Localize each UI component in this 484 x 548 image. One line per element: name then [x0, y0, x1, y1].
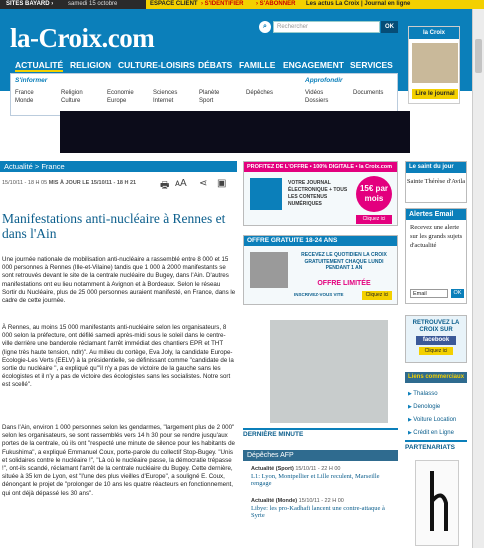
journal-link[interactable]: Les actus La Croix | Journal en ligne — [306, 1, 411, 7]
main-nav — [10, 60, 398, 73]
s-informer-heading: S'informer — [15, 77, 48, 84]
ad2-offer: OFFRE LIMITÉE — [317, 280, 371, 287]
top-ad-banner[interactable] — [60, 111, 410, 153]
article-paragraph-2: À Rennes, au moins 15 000 manifestants anti-nucléaire selon les organisateurs, 8 000 selon la préfecture, ont défilé samedi après-midi sous le soleil dans le centre-ville derrière une banderole réclamant l'arrêt immédiat des chantiers EPR et THT (ligne très haute tension, ndlr)". Au milieu du cortège, Eva Joly, la candidate Europe-Ecologie-Les Verts (EELV) à la présidentielle, se définissant comme "candidate de la sortie du nucléaire ", a expliqué qu'"il n'y a pas de victoire de la gauche sans les écologistes et il n'y a pas de victoire des écologistes sans les socialistes. Notre sort est scellé". — [2, 324, 234, 389]
link-credit-en-ligne[interactable]: ▶ Crédit en Ligne — [408, 430, 454, 436]
subnav-link-depeches[interactable]: Dépêches — [246, 90, 274, 96]
site-logo[interactable]: la-Croix.com — [10, 23, 155, 53]
partners-box — [405, 440, 467, 548]
article-meta — [2, 180, 136, 186]
nav-services[interactable]: SERVICES — [350, 60, 393, 70]
subnav-link-dossiers[interactable]: Dossiers — [305, 98, 329, 104]
search-input[interactable]: Rechercher — [273, 21, 380, 33]
espace-client-link[interactable]: ESPACE CLIENT — [150, 1, 198, 7]
reader-image — [250, 252, 288, 288]
latest-news-label: DERNIÈRE MINUTE — [243, 428, 398, 438]
ad1-button[interactable]: Cliquez ici — [356, 215, 392, 224]
news-time: 15/10/11 - 22 H 00 — [295, 466, 341, 472]
facebook-promo-text: RETROUVEZ LA CROIX SUR — [412, 320, 460, 333]
subnav-link-internet[interactable]: Internet — [153, 98, 174, 104]
article-paragraph-1: Une journée nationale de mobilisation anti-nucléaire a rassemblé entre 8 000 et 15 000 personnes à Rennes (Ille-et-Vilaine) tandis que 1 000 à 2000 manifestants se sont retrouvés devant le site de la centrale nucléaire du Bugey, dans l'Ain. D'autres manifestations ont eu lieu notamment à Avignon et à Bordeaux. Selon le réseau Sortir du Nucléaire, plus de 25 000 personnes auraient manifesté, en France, dans le cadre de cette journée. — [2, 256, 236, 305]
ad1-text: VOTRE JOURNAL ÉLECTRONIQUE + TOUS LES CONTENUS NUMÉRIQUES — [288, 180, 348, 207]
saint-name[interactable]: Sainte Thérèse d'Avila — [406, 178, 466, 185]
subnav-link-monde[interactable]: Monde — [15, 98, 34, 104]
email-ok-button[interactable]: OK — [451, 289, 464, 298]
facebook-button[interactable]: Cliquez ici — [419, 347, 453, 355]
news-time: 15/10/11 - 22 H 00 — [298, 498, 344, 504]
breadcrumb[interactable]: Actualité > France — [0, 161, 237, 172]
current-date: samedi 15 octobre — [68, 1, 118, 7]
ad2-text: RECEVEZ LE QUOTIDIEN LA CROIX GRATUITEMENT CHAQUE LUNDI PENDANT 1 AN — [301, 252, 387, 271]
nav-actualite[interactable]: ACTUALITÉ — [15, 60, 64, 70]
nav-culture-loisirs[interactable]: CULTURE-LOISIRS — [118, 60, 195, 70]
digital-offer-ad[interactable] — [243, 161, 398, 226]
search-button[interactable]: OK — [381, 21, 398, 33]
sites-bayard-link[interactable]: SITES BAYARD › — [6, 1, 54, 7]
ad2-signup: INSCRIVEZ-VOUS VITE — [294, 292, 344, 297]
search-icon: ⌕ — [259, 21, 271, 33]
read-journal-button[interactable]: Lire le journal — [412, 89, 458, 99]
device-image — [250, 178, 282, 210]
email-alert-box — [405, 208, 467, 304]
facebook-logo: facebook — [416, 336, 456, 345]
nav-engagement[interactable]: ENGAGEMENT — [283, 60, 344, 70]
account-bar — [146, 0, 484, 9]
identifier-link[interactable]: › S'IDENTIFIER — [201, 1, 244, 7]
ad1-price-badge: 15€ par mois — [356, 176, 392, 212]
link-thalasso[interactable]: ▶ Thalasso — [408, 391, 438, 397]
newspaper-thumbnail[interactable] — [408, 26, 460, 104]
news-category: Actualité (Sport) — [251, 466, 294, 472]
paper-header: la Croix — [409, 27, 459, 39]
subnav-link-culture[interactable]: Culture — [61, 98, 81, 104]
abonner-link[interactable]: › S'ABONNER — [256, 1, 296, 7]
subnav-link-europe[interactable]: Europe — [107, 98, 127, 104]
commercial-links-header — [405, 372, 467, 383]
commercial-links-title: Liens commerciaux — [408, 374, 465, 380]
nav-famille[interactable]: FAMILLE — [239, 60, 276, 70]
article-date: 15/10/11 - 18 H 05 — [2, 180, 48, 186]
email-input[interactable]: Email — [410, 289, 448, 298]
subnav-link-religion[interactable]: Religion — [61, 90, 83, 96]
subnav-link-planete[interactable]: Planète — [199, 90, 220, 96]
subnav-link-sciences[interactable]: Sciences — [153, 90, 178, 96]
alert-text: Recevez une alerte sur les grands sujets d'actualité — [410, 224, 463, 249]
link-voiture-location[interactable]: ▶ Voiture Location — [408, 417, 456, 423]
paper-cover-image — [412, 43, 458, 83]
partner-logo[interactable] — [415, 460, 459, 546]
text-size-icon[interactable]: ᴀA — [175, 178, 187, 189]
ad2-button[interactable]: Cliquez ici — [362, 291, 392, 300]
youth-offer-ad[interactable] — [243, 235, 398, 305]
facebook-promo-box[interactable] — [405, 315, 467, 363]
afp-dispatches-header[interactable]: Dépêches AFP — [243, 450, 398, 461]
ad2-header: OFFRE GRATUITE 18-24 ANS — [244, 236, 397, 246]
ad1-header: PROFITEZ DE L'OFFRE • 100% DIGITALE • la Croix.com — [244, 162, 397, 172]
print-icon[interactable]: 🖶 — [160, 180, 170, 191]
news-title[interactable]: Libye: les pro-Kadhafi lancent une contre-attaque à Syrte — [251, 505, 385, 519]
subnav-link-economie[interactable]: Economie — [107, 90, 134, 96]
news-item[interactable] — [251, 466, 393, 487]
approfondir-heading: Approfondir — [305, 77, 343, 84]
site-header — [0, 9, 484, 104]
top-bar — [0, 0, 484, 9]
subnav-link-videos[interactable]: Vidéos — [305, 90, 324, 96]
partners-title: PARTENARIATS — [405, 440, 467, 451]
subnav-link-documents[interactable]: Documents — [353, 90, 384, 96]
news-item[interactable] — [251, 498, 393, 519]
media-placeholder — [270, 320, 388, 423]
article-paragraph-3: Dans l'Ain, environ 1 000 personnes selon les gendarmes, "largement plus de 2 000" selon les organisateurs, se sont rassemblés vers 14 h 30 pour se rendre jusqu'aux portes de la centrale, où ils ont "respecté une minute de silence pour les habitants de Fukushima", a expliqué Emmanuel Coux, porte-parole du collectif Stop-Bugey. "Unis et solidaires contre le nucléaire !", "Là où le nucléaire passe, la démocratie trépasse !", ont-ils scandé, réclamant l'arrêt de la centrale nucléaire du Bugey. Cette dernière, située à 35 km de Lyon, est "l'une des plus vieilles d'Europe", a souligné E. Coux, dénonçant le projet de "prolonger de 10 ans les quatre réacteurs en fonctionnement, qui ont déjà dépassé les 30 ans". — [2, 424, 235, 497]
share-icon[interactable]: ⋖ — [199, 178, 208, 189]
saint-of-day-box — [405, 161, 467, 203]
scrollbar[interactable] — [472, 9, 484, 548]
bookmark-icon[interactable]: ▣ — [217, 178, 227, 189]
link-denologie[interactable]: ▶ Denologie — [408, 404, 440, 410]
nav-debats[interactable]: DÉBATS — [198, 60, 233, 70]
news-title[interactable]: L1: Lyon, Montpellier et Lille reculent, Marseille rengage — [251, 473, 380, 487]
subnav-link-france[interactable]: France — [15, 90, 34, 96]
scrollbar-thumb[interactable] — [475, 39, 482, 73]
article-updated: MIS À JOUR LE 15/10/11 - 18 H 21 — [48, 180, 137, 186]
news-category: Actualité (Monde) — [251, 498, 298, 504]
article-title: Manifestations anti-nucléaire à Rennes et dans l'Ain — [2, 211, 226, 241]
alert-header: Alertes Email — [406, 209, 466, 220]
nav-religion[interactable]: RELIGION — [70, 60, 112, 70]
subnav-link-sport[interactable]: Sport — [199, 98, 214, 104]
sub-nav-panel — [10, 73, 398, 116]
saint-header: Le saint du jour — [406, 162, 466, 173]
